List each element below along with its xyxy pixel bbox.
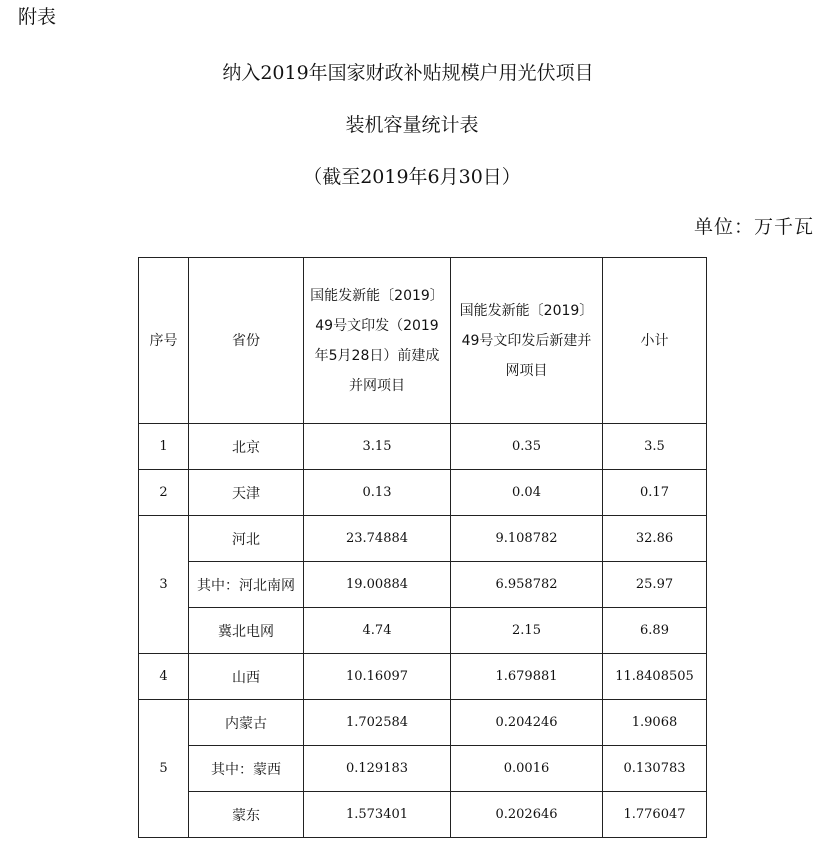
subtotal-cell: 0.130783 — [603, 746, 707, 792]
subtotal-cell: 11.8408505 — [603, 654, 707, 700]
title-line-1: 纳入2019年国家财政补贴规模户用光伏项目 — [222, 62, 594, 84]
province-cell: 其中：河北南网 — [189, 562, 304, 608]
after-cell: 0.35 — [451, 424, 603, 470]
subtotal-cell: 1.9068 — [603, 700, 707, 746]
before-cell: 23.74884 — [304, 516, 451, 562]
after-cell: 6.958782 — [451, 562, 603, 608]
subtotal-cell: 0.17 — [603, 470, 707, 516]
subtotal-cell: 6.89 — [603, 608, 707, 654]
table-row — [139, 792, 707, 838]
header-subtotal: 小计 — [603, 258, 707, 424]
title-line-2: 装机容量统计表 — [345, 114, 479, 136]
after-cell: 0.0016 — [451, 746, 603, 792]
province-cell: 山西 — [189, 654, 304, 700]
province-cell: 北京 — [189, 424, 304, 470]
province-cell: 其中：蒙西 — [189, 746, 304, 792]
seq-cell: 3 — [139, 516, 189, 654]
before-cell: 10.16097 — [304, 654, 451, 700]
before-cell: 3.15 — [304, 424, 451, 470]
seq-cell: 1 — [139, 424, 189, 470]
capacity-table — [138, 257, 707, 838]
table-row — [139, 608, 707, 654]
subtotal-cell: 3.5 — [603, 424, 707, 470]
table-row — [139, 470, 707, 516]
after-cell: 2.15 — [451, 608, 603, 654]
before-cell: 0.129183 — [304, 746, 451, 792]
before-cell: 0.13 — [304, 470, 451, 516]
table-row — [139, 746, 707, 792]
title-line-3: （截至2019年6月30日） — [303, 166, 521, 188]
seq-cell: 5 — [139, 700, 189, 838]
table-row — [139, 516, 707, 562]
province-cell: 蒙东 — [189, 792, 304, 838]
header-before: 国能发新能〔2019〕49号文印发（2019年5月28日）前建成并网项目 — [304, 258, 451, 424]
before-cell: 1.702584 — [304, 700, 451, 746]
after-cell: 0.202646 — [451, 792, 603, 838]
after-cell: 0.04 — [451, 470, 603, 516]
after-cell: 0.204246 — [451, 700, 603, 746]
before-cell: 19.00884 — [304, 562, 451, 608]
province-cell: 冀北电网 — [189, 608, 304, 654]
annex-label: 附表 — [18, 6, 57, 28]
province-cell: 内蒙古 — [189, 700, 304, 746]
unit-label: 单位：万千瓦 — [693, 216, 814, 238]
before-cell: 1.573401 — [304, 792, 451, 838]
seq-cell: 4 — [139, 654, 189, 700]
seq-cell: 2 — [139, 470, 189, 516]
after-cell: 9.108782 — [451, 516, 603, 562]
header-province: 省份 — [189, 258, 304, 424]
header-seq: 序号 — [139, 258, 189, 424]
subtotal-cell: 25.97 — [603, 562, 707, 608]
table-row — [139, 424, 707, 470]
province-cell: 河北 — [189, 516, 304, 562]
header-after: 国能发新能〔2019〕49号文印发后新建并网项目 — [451, 258, 603, 424]
before-cell: 4.74 — [304, 608, 451, 654]
table-row — [139, 654, 707, 700]
subtotal-cell: 1.776047 — [603, 792, 707, 838]
table-row — [139, 700, 707, 746]
subtotal-cell: 32.86 — [603, 516, 707, 562]
after-cell: 1.679881 — [451, 654, 603, 700]
table-row — [139, 562, 707, 608]
province-cell: 天津 — [189, 470, 304, 516]
